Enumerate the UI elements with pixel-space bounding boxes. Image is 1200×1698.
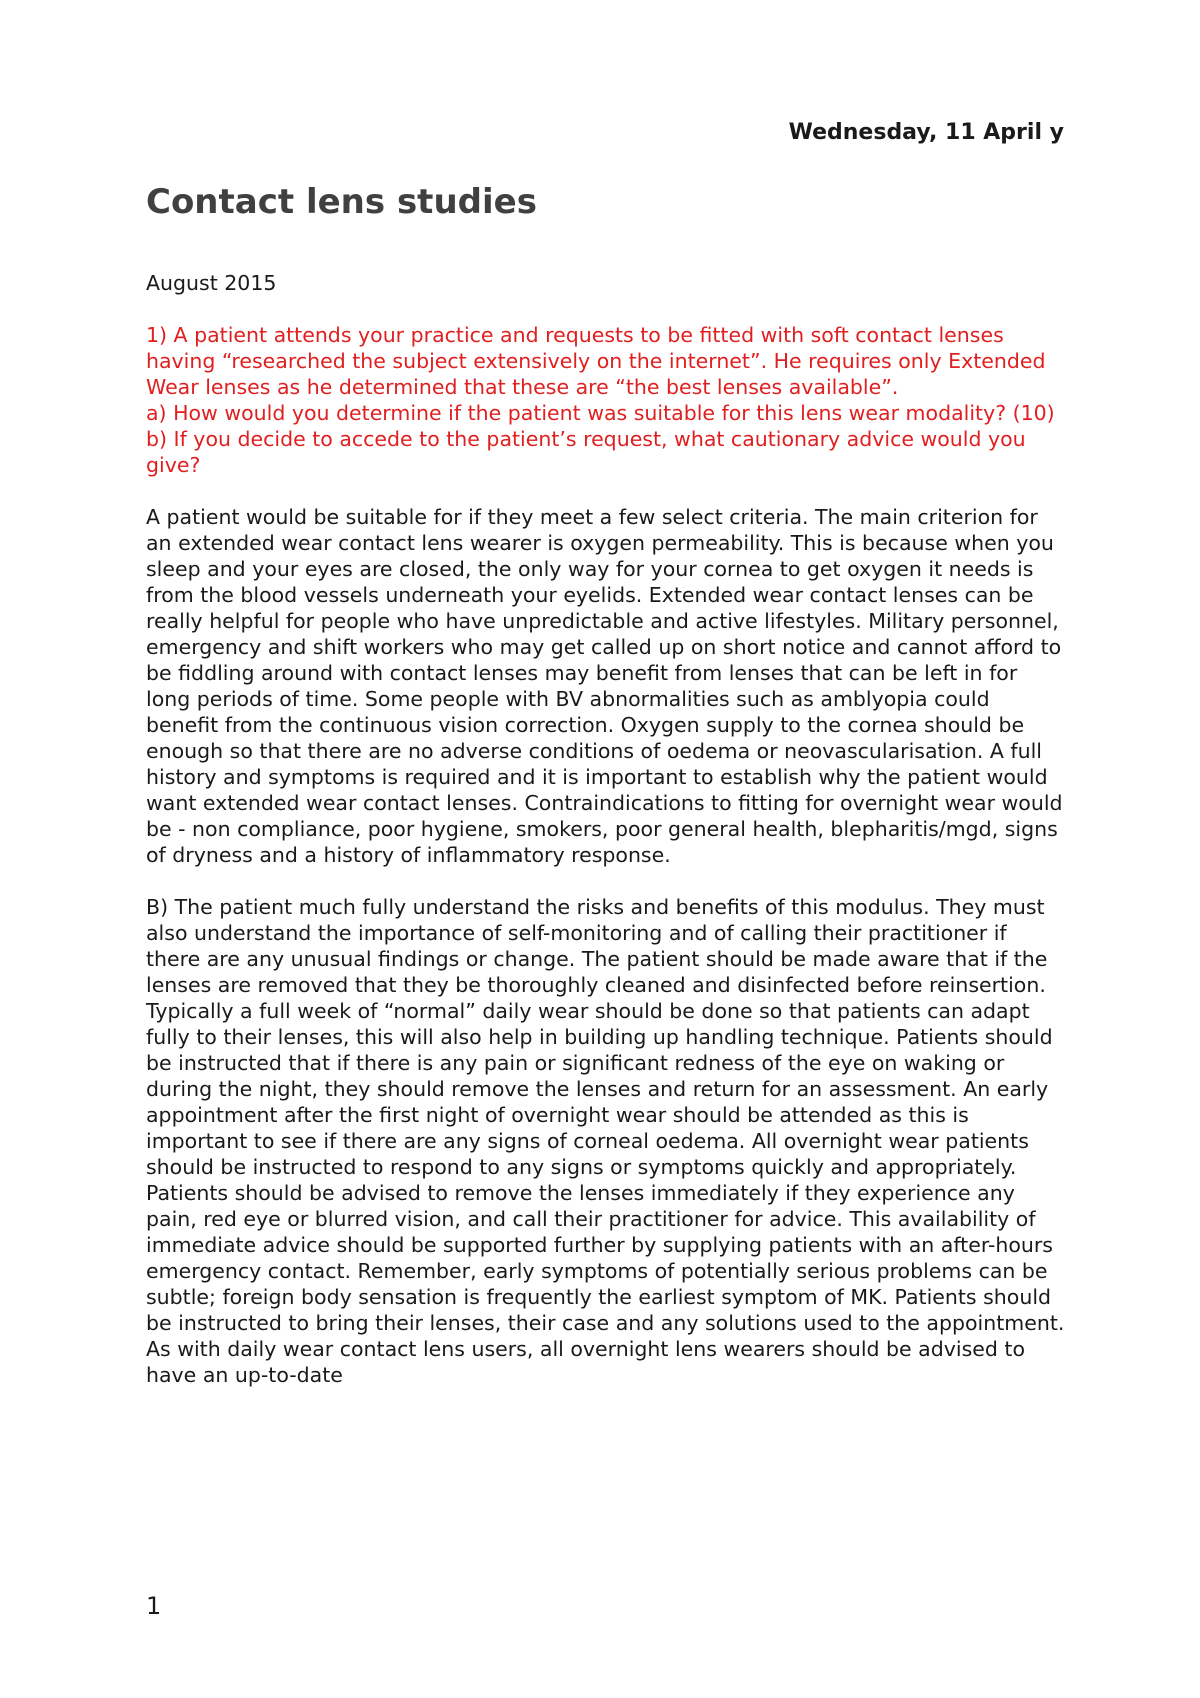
question-part-a: a) How would you determine if the patient was suitable for this lens wear modality? (10) (146, 401, 1055, 425)
page-number: 1 (146, 1592, 162, 1620)
document-content (146, 180, 1066, 1414)
exam-date: August 2015 (146, 271, 277, 295)
answer-part-a: A patient would be suitable for if they meet a few select criteria. The main criterion for an extended wear contact lens wearer is oxygen permeability. This is because when you sleep and your eyes are closed, the only way for your cornea to get oxygen it needs is from the blood vessels underneath your eyelids. Extended wear contact lenses can be really helpful for people who have unpredictable and active lifestyles. Military personnel, emergency and shift workers who may get called up on short notice and cannot afford to be fiddling around with contact lenses may benefit from lenses that can be left in for long periods of time. Some people with BV abnormalities such as amblyopia could benefit from the continuous vision correction. Oxygen supply to the cornea should be enough so that there are no adverse conditions of oedema or neovascularisation. A full history and symptoms is required and it is important to establish why the patient would want extended wear contact lenses. Contraindications to fitting for overnight wear would be - non compliance, poor hygiene, smokers, poor general health, blepharitis/mgd, signs of dryness and a history of inflammatory response. (146, 505, 1063, 867)
document-title: Contact lens studies (146, 182, 537, 222)
header-date: Wednesday, 11 April y (788, 120, 1064, 145)
question-block (146, 322, 1066, 478)
question-intro: 1) A patient attends your practice and requests to be fitted with soft contact lenses having “researched the subject extensively on the internet”. He requires only Extended Wear lenses as he determined that these are “the best lenses available”. (146, 323, 1046, 399)
answer-part-b: B) The patient much fully understand the risks and benefits of this modulus. They must also understand the importance of self-monitoring and of calling their practitioner if there are any unusual findings or change. The patient should be made aware that if the lenses are removed that they be thoroughly cleaned and disinfected before reinsertion. Typically a full week of “normal” daily wear should be done so that patients can adapt fully to their lenses, this will also help in building up handling technique. Patients should be instructed that if there is any pain or significant redness of the eye on waking or during the night, they should remove the lenses and return for an assessment. An early appointment after the first night of overnight wear should be attended as this is important to see if there are any signs of corneal oedema. All overnight wear patients should be instructed to respond to any signs or symptoms quickly and appropriately. Patients should be advised to remove the lenses immediately if they experience any pain, red eye or blurred vision, and call their practitioner for advice. This availability of immediate advice should be supported further by supplying patients with an after-hours emergency contact. Remember, early symptoms of potentially serious problems can be subtle; foreign body sensation is frequently the earliest symptom of MK. Patients should be instructed to bring their lenses, their case and any solutions used to the appointment. As with daily wear contact lens users, all overnight lens wearers should be advised to have an up-to-date (146, 895, 1065, 1387)
question-part-b: b) If you decide to accede to the patient’s request, what cautionary advice would you give? (146, 427, 1026, 477)
